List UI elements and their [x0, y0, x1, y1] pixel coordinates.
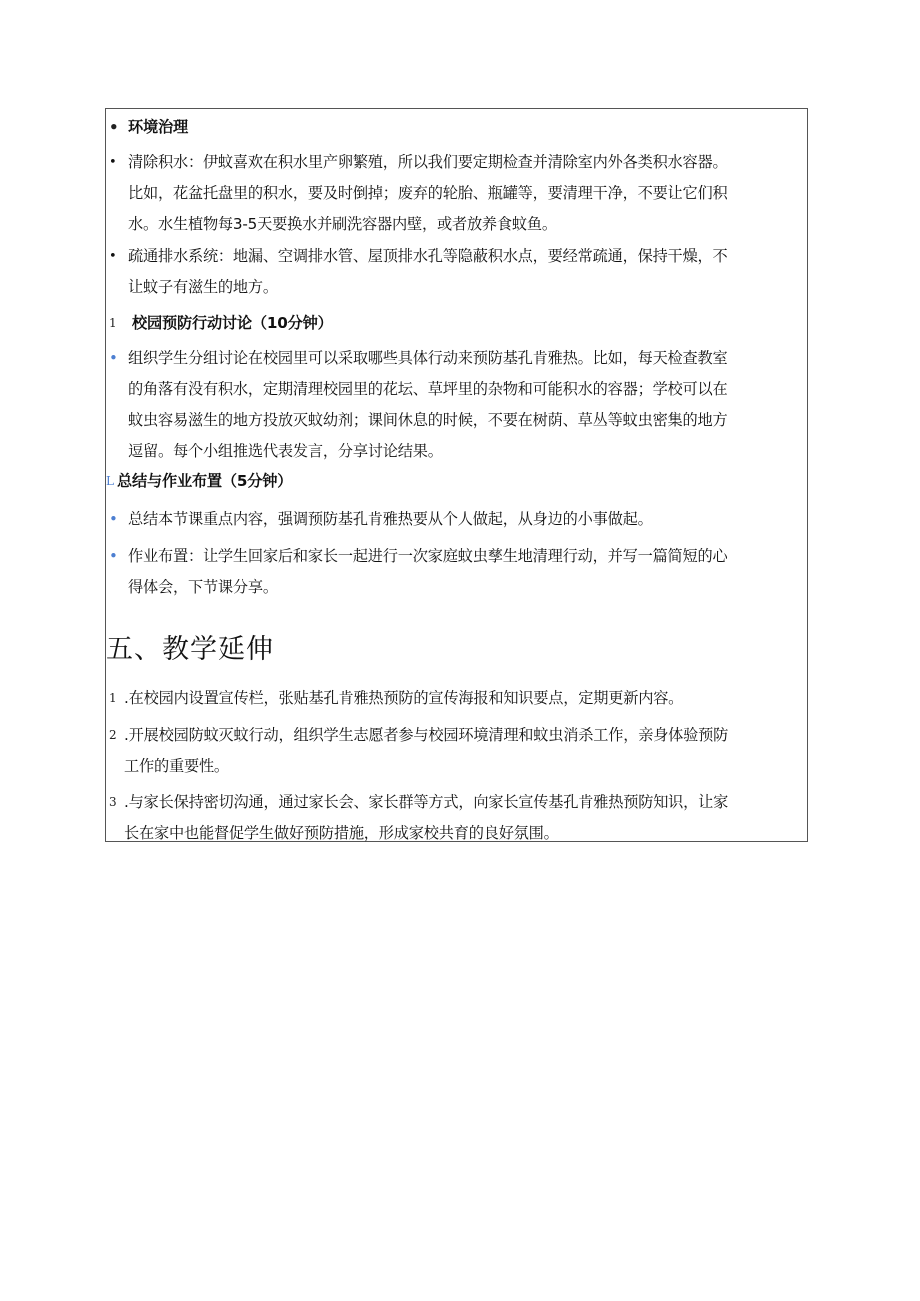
bullet-icon: • — [109, 510, 118, 528]
extension-heading: 五、教学延伸 — [106, 634, 274, 665]
bullet-icon: • — [109, 349, 118, 367]
bullet-icon: • — [109, 249, 117, 264]
content-box: • 环境治理 • 清除积水：伊蚊喜欢在积水里产卵繁殖，所以我们要定期检查并清除室内外各类积水容器。 比如，花盆托盘里的积水，要及时倒掉；废弃的轮胎、瓶罐等，要清理干净，不要让它们积 水。水生植物每3-5天要换水并刷洗容器内壁，或者放养食蚊鱼。 • 疏通排水系统：地漏、空调排水管、屋顶排水孔等隐蔽积水点，要经常疏通，保持干燥，不 让蚊子有滋生的地方。 1 校园预防行动讨论（10分钟） • 组织学生分组讨论在校园里可以采取哪些具体行动来预防基孔肯雅热。比如，每天检查教室 的角落有没有积水，定期清理校园里的花坛、草坪里的杂物和可能积水的容器；学校可以在 蚊虫容易滋生的地方投放灭蚊幼剂；课间休息的时候，不要在树荫、草丛等蚊虫密集的地方 逗留。每个小组推选代表发言，分享讨论结果。 L 总结与作业布置（5分钟） • 总结本节课重点内容，强调预防基孔肯雅热要从个人做起，从身边的小事做起。 • 作业布置：让学生回家后和家长一起进行一次家庭蚊虫孳生地清理行动，并写一篇简短的心 得体会，下节课分享。 五、教学延伸 1 .在校园内设置宣传栏，张贴基孔肯雅热预防的宣传海报和知识要点，定期更新内容。 2 .开展校园防蚊灭蚊行动，组织学生志愿者参与校园环境清理和蚊虫消杀工作，亲身体验预防 工作的重要性。 3 .与家长保持密切沟通，通过家长会、家长群等方式，向家长宣传基孔肯雅热预防知识，让家 长在家中也能督促学生做好预防措施，形成家校共育的良好氛围。 — [105, 108, 808, 842]
bullet-icon: • — [109, 118, 119, 136]
bullet-icon: • — [109, 155, 117, 170]
bullet-icon: • — [109, 547, 118, 565]
